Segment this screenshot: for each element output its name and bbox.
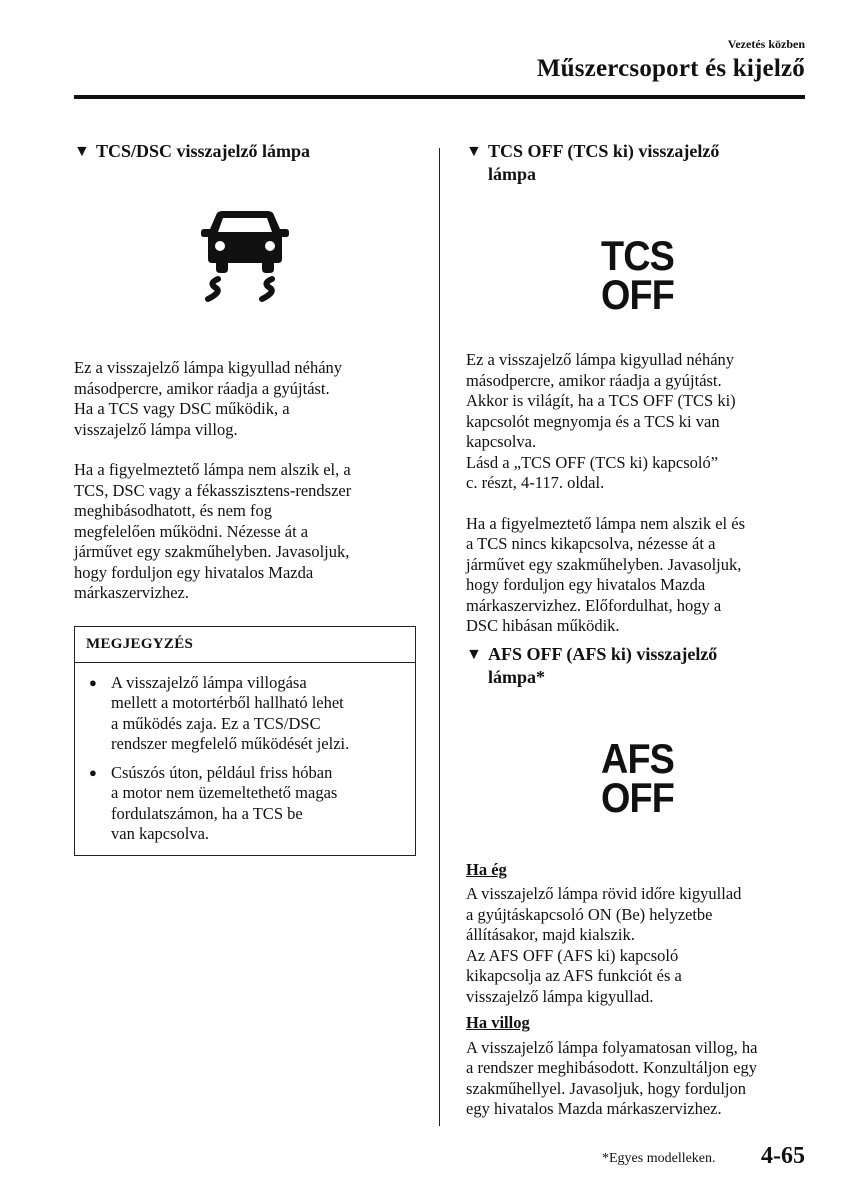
afs-blink-paragraph: A visszajelző lámpa folyamatosan villog, ha a rendszer meghibásodott. Konzultáljon egy szakműhellyel. Javasoljuk, hogy forduljon egy hivatalos Mazda márkaszervizhez. — [466, 1037, 758, 1118]
tcs-off-paragraph-1: Ez a visszajelző lámpa kigyullad néhány másodpercre, amikor ráadja a gyújtást. Akkor is világít, ha a TCS OFF (TCS ki) kapcsolót megnyomja és a TCS ki van kapcsolva. Lásd a „TCS OFF (TCS ki) kapcsoló” c. részt, 4-117. oldal. — [466, 350, 736, 492]
afs-subheading-blink: Ha villog — [466, 1013, 530, 1032]
note-title: MEGJEGYZÉS — [75, 627, 415, 663]
triangle-marker-icon: ▼ — [74, 143, 90, 160]
left-column — [74, 140, 416, 856]
afs-off-icon-line-2: OFF — [600, 773, 674, 821]
note-list — [75, 663, 415, 855]
triangle-marker-icon: ▼ — [466, 143, 482, 160]
note-box — [74, 626, 416, 856]
car-skid-icon — [200, 211, 290, 303]
list-item: ● Csúszós úton, például friss hóban a motor nem üzemeltethető magas fordulatszámon, ha a TCS be van kapcsolva. — [86, 763, 403, 845]
tcs-off-icon-line-2: OFF — [600, 271, 674, 318]
tcs-dsc-icon-box — [74, 211, 416, 303]
tcs-dsc-paragraph-1: Ez a visszajelző lámpa kigyullad néhány másodpercre, amikor ráadja a gyújtást. Ha a TCS vagy DSC működik, a visszajelző lámpa villog. — [74, 358, 343, 439]
afs-subheading-lit: Ha ég — [466, 859, 507, 879]
afs-off-heading: ▼ AFS OFF (AFS ki) visszajelző lámpa* — [466, 643, 718, 687]
tcs-dsc-heading-text: TCS/DSC visszajelző lámpa — [96, 141, 311, 161]
header-rule — [74, 95, 805, 99]
column-divider — [439, 148, 440, 1126]
tcs-dsc-heading — [74, 140, 416, 163]
bullet-icon: ● — [89, 764, 97, 780]
page-title: Műszercsoport és kijelző — [536, 55, 805, 82]
bullet-icon: ● — [89, 674, 97, 690]
afs-off-icon — [466, 734, 808, 821]
triangle-marker-icon: ▼ — [466, 645, 482, 663]
tcs-off-heading: ▼ TCS OFF (TCS ki) visszajelző lámpa — [466, 141, 720, 184]
tcs-off-icon-line-1: TCS — [600, 232, 674, 279]
tcs-off-icon — [466, 232, 808, 318]
header-section-label: Vezetés közben — [727, 37, 805, 51]
list-item: ● A visszajelző lámpa villogása mellett a motortérből hallható lehet a működés zaja. Ez a TCS/DSC rendszer megfelelő működését jelzi. — [86, 673, 403, 755]
page-number: 4-65 — [761, 1143, 805, 1169]
afs-lit-paragraph: A visszajelző lámpa rövid időre kigyullad a gyújtáskapcsoló ON (Be) helyzetbe állításakor, majd kialszik. Az AFS OFF (AFS ki) kapcsoló kikapcsolja az AFS funkciót és a visszajelző lámpa kigyullad. — [466, 884, 742, 1006]
right-column — [466, 140, 808, 1120]
tcs-dsc-paragraph-2: Ha a figyelmeztető lámpa nem alszik el, a TCS, DSC vagy a fékasszisztens-rendszer meghibásodhatott, és nem fog megfelelően működni. Nézesse át a járművet egy szakműhelyben. Javasoljuk, hogy forduljon egy hivatalos Mazda márkaszervizhez. — [74, 460, 352, 602]
footnote: *Egyes modelleken. — [602, 1151, 716, 1166]
tcs-off-paragraph-2: Ha a figyelmeztető lámpa nem alszik el és a TCS nincs kikapcsolva, nézesse át a járművet egy szakműhelyben. Javasoljuk, hogy forduljon egy hivatalos Mazda márkaszervizhez. Előfordulhat, hogy a DSC hibásan működik. — [466, 513, 746, 635]
afs-off-icon-line-1: AFS — [600, 734, 674, 782]
